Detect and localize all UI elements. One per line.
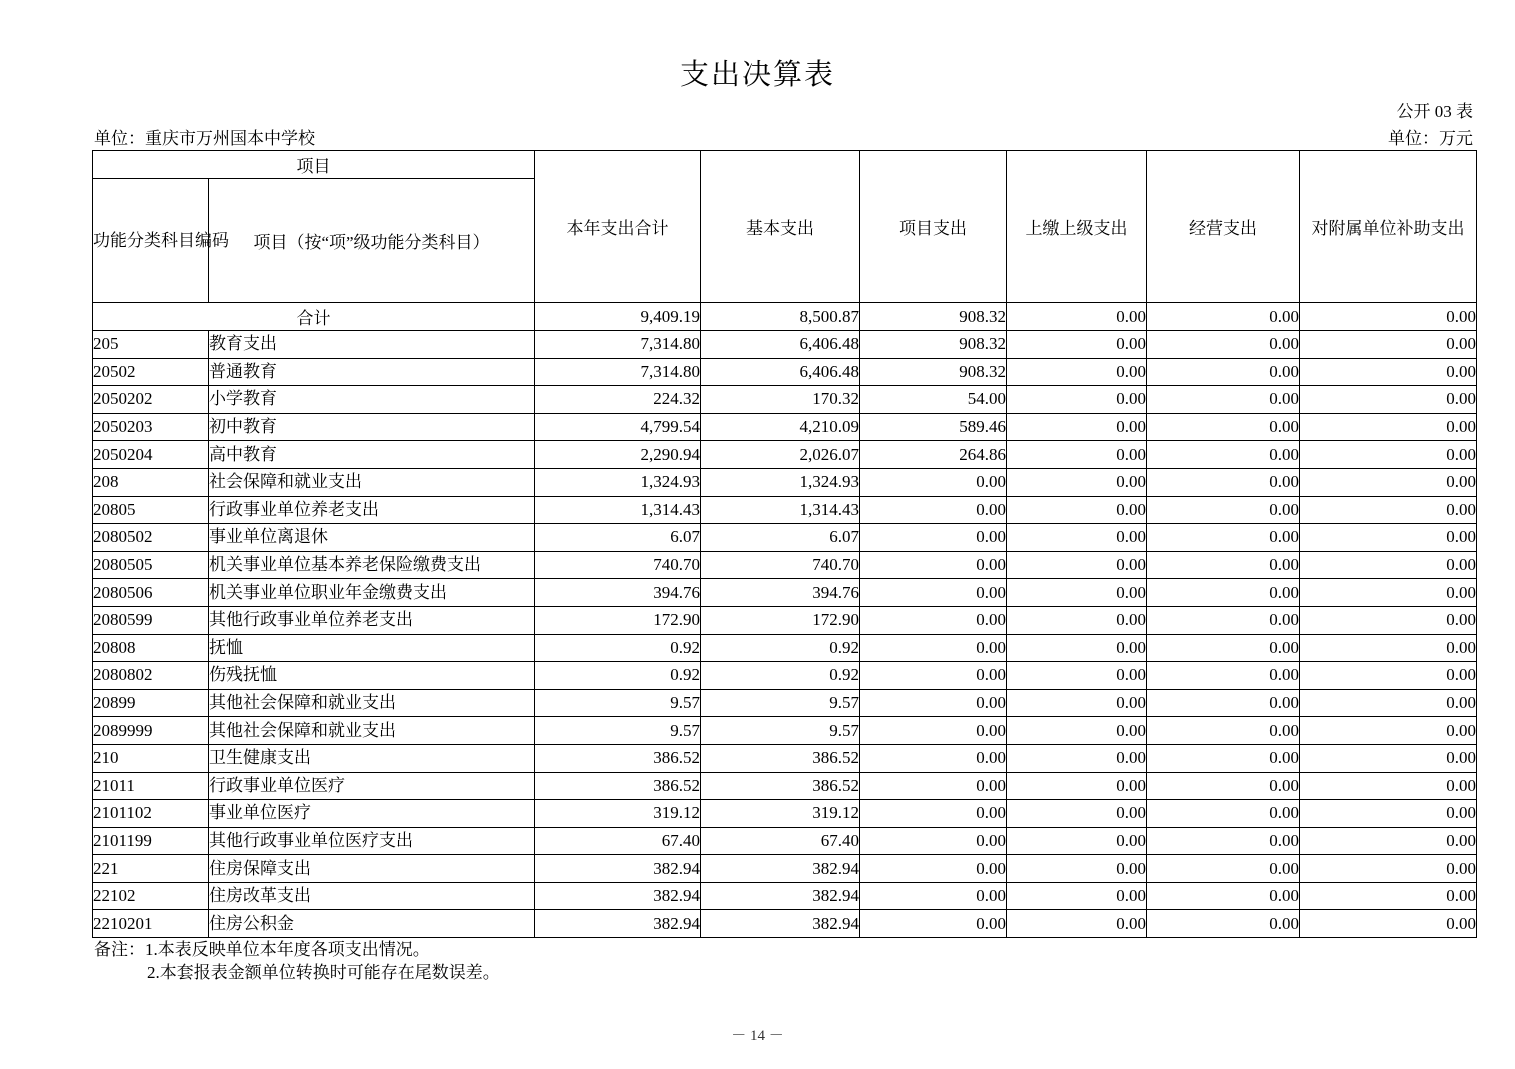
row-value: 0.00 xyxy=(1147,441,1300,469)
row-value: 908.32 xyxy=(860,358,1007,386)
row-value: 67.40 xyxy=(701,827,860,855)
row-value: 319.12 xyxy=(701,800,860,828)
row-value: 0.00 xyxy=(1007,910,1147,938)
row-name: 普通教育 xyxy=(209,358,535,386)
row-value: 908.32 xyxy=(860,331,1007,359)
row-value: 0.00 xyxy=(860,772,1007,800)
header-col-code: 功能分类科目编码 xyxy=(93,179,209,303)
row-value: 0.00 xyxy=(1007,744,1147,772)
row-value: 172.90 xyxy=(701,606,860,634)
row-value: 0.00 xyxy=(1147,662,1300,690)
row-value: 0.00 xyxy=(860,606,1007,634)
row-value: 1,324.93 xyxy=(535,468,701,496)
table-row xyxy=(93,551,1477,579)
row-value: 0.00 xyxy=(1147,910,1300,938)
row-code: 221 xyxy=(93,855,209,883)
row-value: 740.70 xyxy=(535,551,701,579)
row-name: 社会保障和就业支出 xyxy=(209,468,535,496)
row-value: 2,026.07 xyxy=(701,441,860,469)
total-value: 0.00 xyxy=(1007,303,1147,331)
row-value: 0.00 xyxy=(1147,800,1300,828)
row-value: 7,314.80 xyxy=(535,358,701,386)
row-code: 20502 xyxy=(93,358,209,386)
row-value: 0.00 xyxy=(1300,662,1477,690)
page-title: 支出决算表 xyxy=(679,59,835,91)
row-code: 2080505 xyxy=(93,551,209,579)
row-code: 208 xyxy=(93,468,209,496)
row-value: 0.00 xyxy=(1007,551,1147,579)
currency-unit: 单位：万元 xyxy=(1388,129,1473,148)
row-value: 6.07 xyxy=(701,524,860,552)
row-name: 初中教育 xyxy=(209,413,535,441)
row-name: 高中教育 xyxy=(209,441,535,469)
row-code: 210 xyxy=(93,744,209,772)
row-value: 394.76 xyxy=(701,579,860,607)
row-name: 机关事业单位基本养老保险缴费支出 xyxy=(209,551,535,579)
note-line-2: 2.本套报表金额单位转换时可能存在尾数误差。 xyxy=(147,963,500,982)
row-value: 0.00 xyxy=(860,855,1007,883)
row-value: 0.00 xyxy=(1147,855,1300,883)
row-value: 9.57 xyxy=(701,717,860,745)
row-value: 0.00 xyxy=(1007,413,1147,441)
row-name: 教育支出 xyxy=(209,331,535,359)
table-row xyxy=(93,468,1477,496)
row-value: 0.92 xyxy=(535,634,701,662)
row-name: 其他社会保障和就业支出 xyxy=(209,717,535,745)
total-value: 0.00 xyxy=(1147,303,1300,331)
row-value: 0.00 xyxy=(1147,744,1300,772)
row-code: 21011 xyxy=(93,772,209,800)
row-code: 2050202 xyxy=(93,386,209,414)
row-value: 6,406.48 xyxy=(701,331,860,359)
row-code: 2101199 xyxy=(93,827,209,855)
row-value: 0.00 xyxy=(1007,662,1147,690)
row-value: 0.00 xyxy=(1300,468,1477,496)
row-value: 0.00 xyxy=(860,744,1007,772)
row-value: 394.76 xyxy=(535,579,701,607)
row-value: 0.00 xyxy=(860,634,1007,662)
row-value: 0.00 xyxy=(860,579,1007,607)
header-col-subsidy: 对附属单位补助支出 xyxy=(1300,151,1477,303)
table-row xyxy=(93,413,1477,441)
row-value: 0.00 xyxy=(1300,827,1477,855)
row-value: 2,290.94 xyxy=(535,441,701,469)
row-value: 386.52 xyxy=(535,772,701,800)
row-code: 2080506 xyxy=(93,579,209,607)
row-value: 386.52 xyxy=(535,744,701,772)
header-col-remit: 上缴上级支出 xyxy=(1007,151,1147,303)
row-value: 0.00 xyxy=(1147,331,1300,359)
row-value: 0.00 xyxy=(1147,551,1300,579)
header-col-total: 本年支出合计 xyxy=(535,151,701,303)
table-row xyxy=(93,662,1477,690)
row-value: 382.94 xyxy=(535,855,701,883)
table-row xyxy=(93,910,1477,938)
table-row xyxy=(93,882,1477,910)
row-value: 0.00 xyxy=(1300,358,1477,386)
row-name: 伤残抚恤 xyxy=(209,662,535,690)
table-row xyxy=(93,496,1477,524)
table-row xyxy=(93,441,1477,469)
row-value: 0.92 xyxy=(701,662,860,690)
row-value: 0.00 xyxy=(1300,606,1477,634)
row-value: 1,314.43 xyxy=(701,496,860,524)
row-value: 0.00 xyxy=(860,496,1007,524)
row-code: 22102 xyxy=(93,882,209,910)
header-col-business: 经营支出 xyxy=(1147,151,1300,303)
row-name: 住房改革支出 xyxy=(209,882,535,910)
row-value: 9.57 xyxy=(535,689,701,717)
row-value: 0.00 xyxy=(1007,717,1147,745)
row-value: 0.00 xyxy=(860,827,1007,855)
row-value: 0.00 xyxy=(860,662,1007,690)
row-value: 4,210.09 xyxy=(701,413,860,441)
row-value: 0.00 xyxy=(1300,772,1477,800)
row-value: 0.00 xyxy=(1300,882,1477,910)
row-value: 0.00 xyxy=(1007,827,1147,855)
note-line-1: 备注：1.本表反映单位本年度各项支出情况。 xyxy=(94,940,430,959)
row-name: 行政事业单位医疗 xyxy=(209,772,535,800)
row-value: 0.00 xyxy=(1147,496,1300,524)
row-value: 382.94 xyxy=(535,910,701,938)
row-value: 0.00 xyxy=(1300,413,1477,441)
row-value: 0.00 xyxy=(1300,855,1477,883)
row-code: 2101102 xyxy=(93,800,209,828)
row-value: 589.46 xyxy=(860,413,1007,441)
total-value: 908.32 xyxy=(860,303,1007,331)
total-row xyxy=(93,303,1477,331)
row-name: 事业单位离退休 xyxy=(209,524,535,552)
row-value: 382.94 xyxy=(701,910,860,938)
row-name: 抚恤 xyxy=(209,634,535,662)
row-name: 行政事业单位养老支出 xyxy=(209,496,535,524)
row-value: 382.94 xyxy=(535,882,701,910)
row-value: 0.00 xyxy=(1007,579,1147,607)
expenditure-table xyxy=(92,150,1477,938)
row-value: 0.00 xyxy=(1147,634,1300,662)
form-number: 公开 03 表 xyxy=(1396,102,1473,121)
row-code: 20808 xyxy=(93,634,209,662)
header-col-name: 项目（按“项”级功能分类科目） xyxy=(209,179,535,303)
row-code: 2050204 xyxy=(93,441,209,469)
row-value: 67.40 xyxy=(535,827,701,855)
row-name: 其他行政事业单位养老支出 xyxy=(209,606,535,634)
row-name: 其他社会保障和就业支出 xyxy=(209,689,535,717)
table-row xyxy=(93,386,1477,414)
row-value: 0.00 xyxy=(1007,496,1147,524)
row-code: 2080599 xyxy=(93,606,209,634)
row-value: 7,314.80 xyxy=(535,331,701,359)
row-value: 6,406.48 xyxy=(701,358,860,386)
row-value: 0.00 xyxy=(1007,386,1147,414)
table-row xyxy=(93,717,1477,745)
row-value: 0.00 xyxy=(1300,717,1477,745)
table-row xyxy=(93,524,1477,552)
row-value: 0.00 xyxy=(1147,689,1300,717)
row-value: 0.00 xyxy=(1300,910,1477,938)
table-row xyxy=(93,855,1477,883)
row-value: 9.57 xyxy=(535,717,701,745)
row-value: 0.00 xyxy=(860,524,1007,552)
row-value: 0.92 xyxy=(535,662,701,690)
row-name: 机关事业单位职业年金缴费支出 xyxy=(209,579,535,607)
row-value: 172.90 xyxy=(535,606,701,634)
row-value: 0.00 xyxy=(1007,441,1147,469)
row-value: 0.00 xyxy=(860,468,1007,496)
row-value: 0.00 xyxy=(1007,855,1147,883)
row-code: 2050203 xyxy=(93,413,209,441)
total-value: 9,409.19 xyxy=(535,303,701,331)
table-row xyxy=(93,634,1477,662)
row-value: 0.00 xyxy=(1147,468,1300,496)
row-value: 0.00 xyxy=(1007,772,1147,800)
row-value: 0.00 xyxy=(1300,524,1477,552)
row-value: 0.00 xyxy=(1147,717,1300,745)
header-project-group: 项目 xyxy=(93,151,535,179)
row-value: 0.00 xyxy=(1007,331,1147,359)
row-value: 0.00 xyxy=(1300,496,1477,524)
row-name: 住房保障支出 xyxy=(209,855,535,883)
table-row xyxy=(93,358,1477,386)
total-label: 合计 xyxy=(93,303,535,331)
row-value: 0.00 xyxy=(860,910,1007,938)
row-value: 0.92 xyxy=(701,634,860,662)
header-col-project: 项目支出 xyxy=(860,151,1007,303)
row-value: 54.00 xyxy=(860,386,1007,414)
row-value: 0.00 xyxy=(1007,468,1147,496)
row-value: 0.00 xyxy=(1300,744,1477,772)
row-value: 1,324.93 xyxy=(701,468,860,496)
row-value: 0.00 xyxy=(1147,882,1300,910)
row-value: 740.70 xyxy=(701,551,860,579)
row-value: 0.00 xyxy=(1007,689,1147,717)
row-value: 0.00 xyxy=(1147,579,1300,607)
row-value: 0.00 xyxy=(1147,524,1300,552)
row-code: 205 xyxy=(93,331,209,359)
row-value: 170.32 xyxy=(701,386,860,414)
row-value: 319.12 xyxy=(535,800,701,828)
total-value: 8,500.87 xyxy=(701,303,860,331)
page-number: － 14 － xyxy=(731,1028,784,1044)
row-code: 20805 xyxy=(93,496,209,524)
row-value: 1,314.43 xyxy=(535,496,701,524)
row-code: 2080802 xyxy=(93,662,209,690)
table-row xyxy=(93,331,1477,359)
row-value: 0.00 xyxy=(1300,441,1477,469)
row-value: 0.00 xyxy=(1300,634,1477,662)
row-value: 0.00 xyxy=(1007,606,1147,634)
row-value: 0.00 xyxy=(1300,331,1477,359)
row-value: 224.32 xyxy=(535,386,701,414)
reporting-unit: 单位：重庆市万州国本中学校 xyxy=(94,129,315,148)
row-value: 0.00 xyxy=(1147,413,1300,441)
row-value: 4,799.54 xyxy=(535,413,701,441)
row-value: 0.00 xyxy=(1007,800,1147,828)
row-value: 382.94 xyxy=(701,882,860,910)
row-value: 0.00 xyxy=(1007,634,1147,662)
row-value: 9.57 xyxy=(701,689,860,717)
row-name: 住房公积金 xyxy=(209,910,535,938)
row-value: 0.00 xyxy=(1300,689,1477,717)
row-value: 0.00 xyxy=(1300,579,1477,607)
row-name: 卫生健康支出 xyxy=(209,744,535,772)
total-value: 0.00 xyxy=(1300,303,1477,331)
table-row xyxy=(93,689,1477,717)
row-name: 其他行政事业单位医疗支出 xyxy=(209,827,535,855)
row-name: 事业单位医疗 xyxy=(209,800,535,828)
row-name: 小学教育 xyxy=(209,386,535,414)
row-value: 0.00 xyxy=(860,800,1007,828)
row-value: 386.52 xyxy=(701,744,860,772)
row-value: 0.00 xyxy=(860,551,1007,579)
row-value: 0.00 xyxy=(1007,882,1147,910)
row-code: 2089999 xyxy=(93,717,209,745)
row-code: 20899 xyxy=(93,689,209,717)
row-value: 0.00 xyxy=(1300,800,1477,828)
row-value: 6.07 xyxy=(535,524,701,552)
table-row xyxy=(93,800,1477,828)
row-value: 0.00 xyxy=(1300,386,1477,414)
table-row xyxy=(93,579,1477,607)
row-value: 0.00 xyxy=(860,717,1007,745)
row-value: 386.52 xyxy=(701,772,860,800)
row-value: 382.94 xyxy=(701,855,860,883)
row-value: 0.00 xyxy=(1147,386,1300,414)
row-value: 0.00 xyxy=(1300,551,1477,579)
row-value: 0.00 xyxy=(860,882,1007,910)
table-row xyxy=(93,606,1477,634)
row-value: 0.00 xyxy=(1147,827,1300,855)
row-value: 0.00 xyxy=(1147,772,1300,800)
row-value: 0.00 xyxy=(1007,358,1147,386)
row-code: 2210201 xyxy=(93,910,209,938)
header-col-basic: 基本支出 xyxy=(701,151,860,303)
table-row xyxy=(93,827,1477,855)
row-value: 0.00 xyxy=(1147,606,1300,634)
row-value: 0.00 xyxy=(860,689,1007,717)
row-value: 264.86 xyxy=(860,441,1007,469)
table-row xyxy=(93,744,1477,772)
row-value: 0.00 xyxy=(1007,524,1147,552)
row-value: 0.00 xyxy=(1147,358,1300,386)
table-row xyxy=(93,772,1477,800)
row-code: 2080502 xyxy=(93,524,209,552)
notes xyxy=(94,938,500,984)
